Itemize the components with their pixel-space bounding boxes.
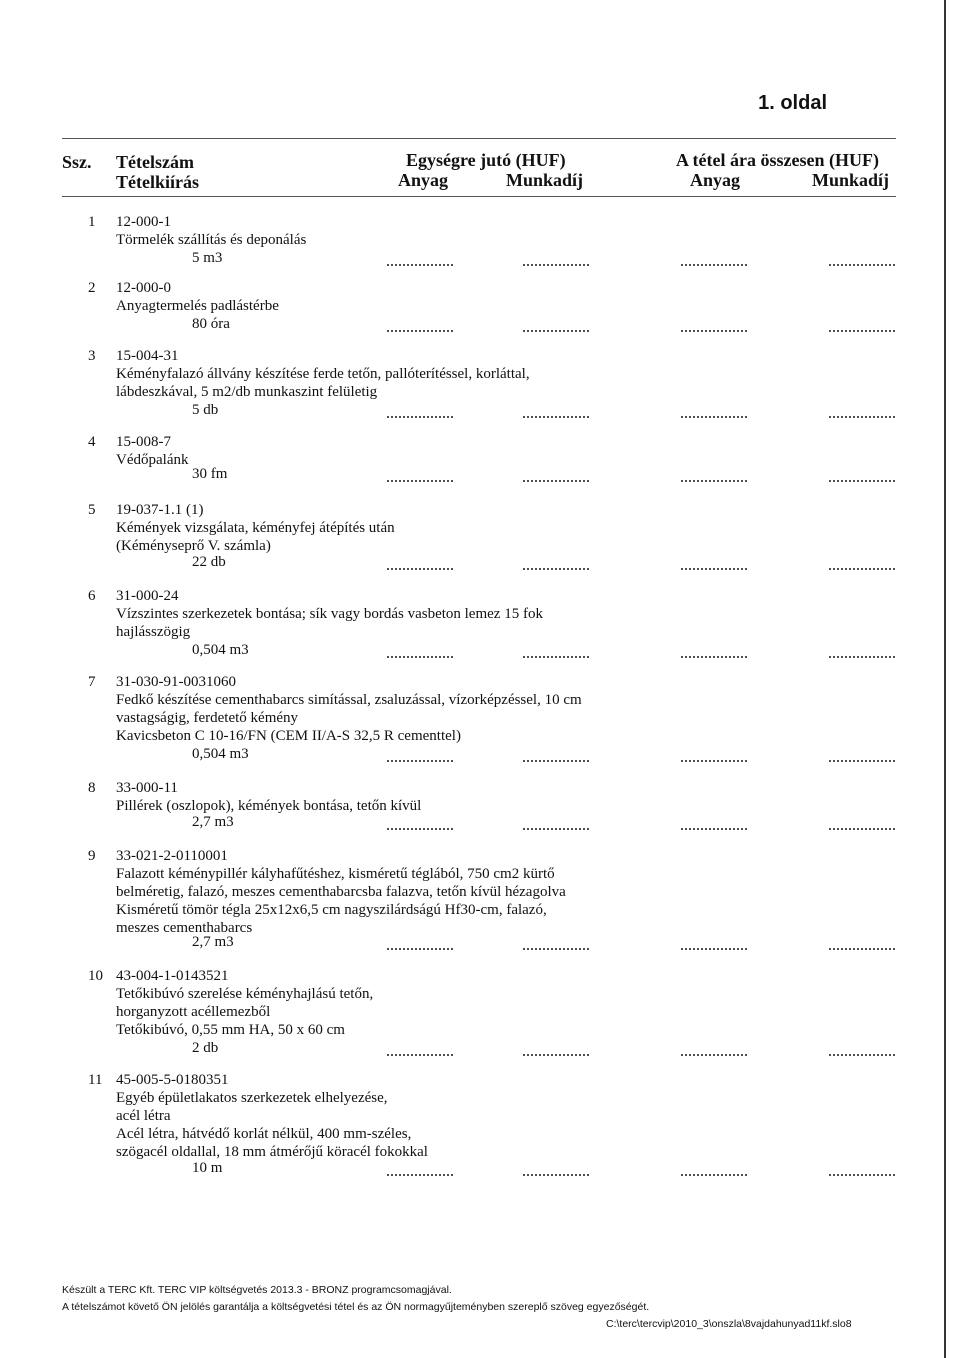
unit-munkadij-blank <box>522 264 590 266</box>
total-munkadij-blank <box>828 416 896 418</box>
item-quantity <box>192 933 234 951</box>
unit-munkadij-blank <box>522 656 590 658</box>
footer-credit: Készült a TERC Kft. TERC VIP költségvetés 2013.3 - BRONZ programcsomagjával. <box>62 1284 452 1296</box>
item-qty-unit: db <box>203 1040 219 1056</box>
unit-anyag-blank <box>386 1054 454 1056</box>
item-number: 9 <box>88 848 96 864</box>
total-munkadij-blank <box>828 948 896 950</box>
item-qty-value: 2,7 <box>192 934 211 950</box>
header-unit-munkadij: Munkadíj <box>506 170 584 190</box>
total-anyag-blank <box>680 1174 748 1176</box>
total-munkadij-blank <box>828 330 896 332</box>
header-tetelkiiras: Tételkiírás <box>116 172 199 192</box>
item-number: 11 <box>88 1072 103 1088</box>
item-qty-value: 2,7 <box>192 814 211 830</box>
total-anyag-blank <box>680 330 748 332</box>
item-quantity <box>192 641 249 659</box>
unit-anyag-blank <box>386 760 454 762</box>
unit-anyag-blank <box>386 480 454 482</box>
item-desc-line: Acél létra, hátvédő korlát nélkül, 400 mm-széles, <box>116 1126 412 1142</box>
item-desc-line: belméretig, falazó, meszes cementhabarcsba falazva, tetőn kívül hézagolva <box>116 884 566 900</box>
total-munkadij-blank <box>828 1054 896 1056</box>
item-qty-unit: m3 <box>229 642 249 658</box>
item-qty-value: 5 <box>192 402 200 418</box>
item-code: 33-000-11 <box>116 780 178 796</box>
unit-munkadij-blank <box>522 1174 590 1176</box>
header-tetelszam: Tételszám <box>116 152 194 172</box>
item-quantity <box>192 745 249 763</box>
item-desc-line: Kémények vizsgálata, kéményfej átépítés után <box>116 520 395 536</box>
total-munkadij-blank <box>828 760 896 762</box>
header-bottom-rule <box>62 196 896 197</box>
header-unit-price: Egységre jutó (HUF) <box>406 150 566 170</box>
item-number: 7 <box>88 674 96 690</box>
item-desc-line: horganyzott acéllemezből <box>116 1004 271 1020</box>
unit-munkadij-blank <box>522 1054 590 1056</box>
page-number: 1. oldal <box>758 92 827 114</box>
item-desc-line: Vízszintes szerkezetek bontása; sík vagy bordás vasbeton lemez 15 fok <box>116 606 543 622</box>
item-qty-unit: db <box>210 554 226 570</box>
item-desc-line: hajlásszögig <box>116 624 191 640</box>
item-qty-value: 2 <box>192 1040 200 1056</box>
item-qty-value: 0,504 <box>192 746 226 762</box>
item-code: 33-021-2-0110001 <box>116 848 228 864</box>
item-code: 15-008-7 <box>116 434 171 450</box>
total-munkadij-blank <box>828 1174 896 1176</box>
unit-anyag-blank <box>386 948 454 950</box>
unit-anyag-blank <box>386 656 454 658</box>
item-desc-line: Pillérek (oszlopok), kémények bontása, tetőn kívül <box>116 798 422 814</box>
item-qty-unit: m3 <box>229 746 249 762</box>
item-code: 45-005-5-0180351 <box>116 1072 229 1088</box>
item-code: 31-000-24 <box>116 588 179 604</box>
unit-anyag-blank <box>386 568 454 570</box>
item-quantity <box>192 315 230 333</box>
item-code: 12-000-1 <box>116 214 171 230</box>
item-code: 15-004-31 <box>116 348 179 364</box>
item-number: 1 <box>88 214 96 230</box>
item-desc-line: Falazott kéménypillér kályhafűtéshez, kisméretű téglából, 750 cm2 kürtő <box>116 866 555 882</box>
header-total-munkadij: Munkadíj <box>812 170 890 190</box>
item-number: 4 <box>88 434 96 450</box>
footer-file-path: C:\terc\tercvip\2010_3\onszla\8vajdahunyad11kf.slo8 <box>606 1318 852 1330</box>
item-desc-line: Tetőkibúvó, 0,55 mm HA, 50 x 60 cm <box>116 1022 345 1038</box>
total-anyag-blank <box>680 264 748 266</box>
unit-munkadij-blank <box>522 760 590 762</box>
item-desc-line: szögacél oldallal, 18 mm átmérőjű köracél fokokkal <box>116 1144 428 1160</box>
unit-munkadij-blank <box>522 568 590 570</box>
item-qty-unit: óra <box>210 316 230 332</box>
item-code: 12-000-0 <box>116 280 171 296</box>
unit-anyag-blank <box>386 264 454 266</box>
item-qty-unit: m3 <box>214 934 234 950</box>
item-code: 43-004-1-0143521 <box>116 968 229 984</box>
item-desc-line: Kisméretű tömör tégla 25x12x6,5 cm nagyszilárdságú Hf30-cm, falazó, <box>116 902 547 918</box>
item-qty-unit: m3 <box>203 250 223 266</box>
total-munkadij-blank <box>828 480 896 482</box>
total-anyag-blank <box>680 480 748 482</box>
item-desc-line: meszes cementhabarcs <box>116 920 253 936</box>
item-qty-value: 22 <box>192 554 207 570</box>
item-qty-unit: db <box>203 402 219 418</box>
item-quantity <box>192 553 226 571</box>
item-number: 6 <box>88 588 96 604</box>
total-anyag-blank <box>680 416 748 418</box>
item-qty-unit: m <box>210 1160 223 1176</box>
item-desc-line: Kavicsbeton C 10-16/FN (CEM II/A-S 32,5 R cementtel) <box>116 728 461 744</box>
item-qty-unit: fm <box>210 466 228 482</box>
item-number: 2 <box>88 280 96 296</box>
item-desc-line: lábdeszkával, 5 m2/db munkaszint felületig <box>116 384 378 400</box>
item-number: 10 <box>88 968 103 984</box>
item-qty-value: 5 <box>192 250 200 266</box>
total-anyag-blank <box>680 828 748 830</box>
total-anyag-blank <box>680 656 748 658</box>
unit-munkadij-blank <box>522 828 590 830</box>
item-quantity <box>192 401 218 419</box>
unit-anyag-blank <box>386 1174 454 1176</box>
item-desc-line: Védőpalánk <box>116 452 189 468</box>
item-desc-line: Egyéb épületlakatos szerkezetek elhelyezése, <box>116 1090 388 1106</box>
item-desc-line: Tetőkibúvó szerelése kéményhajlású tetőn, <box>116 986 374 1002</box>
unit-munkadij-blank <box>522 330 590 332</box>
item-quantity <box>192 1039 218 1057</box>
page-edge-line <box>944 0 946 1358</box>
total-anyag-blank <box>680 948 748 950</box>
item-desc-line: vastagságig, ferdetető kémény <box>116 710 299 726</box>
total-munkadij-blank <box>828 828 896 830</box>
item-number: 3 <box>88 348 96 364</box>
header-top-rule <box>62 138 896 139</box>
unit-anyag-blank <box>386 828 454 830</box>
item-desc-line: acél létra <box>116 1108 171 1124</box>
item-quantity <box>192 1159 222 1177</box>
item-desc-line: Törmelék szállítás és deponálás <box>116 232 307 248</box>
item-number: 5 <box>88 502 96 518</box>
item-desc-line: Anyagtermelés padlástérbe <box>116 298 279 314</box>
header-total-anyag: Anyag <box>690 170 741 190</box>
total-anyag-blank <box>680 568 748 570</box>
item-qty-value: 10 <box>192 1160 207 1176</box>
item-number: 8 <box>88 780 96 796</box>
item-qty-value: 0,504 <box>192 642 226 658</box>
header-unit-anyag: Anyag <box>398 170 449 190</box>
total-anyag-blank <box>680 760 748 762</box>
item-qty-value: 80 <box>192 316 207 332</box>
item-code: 19-037-1.1 (1) <box>116 502 204 518</box>
total-munkadij-blank <box>828 656 896 658</box>
item-desc-line: Kéményfalazó állvány készítése ferde tetőn, pallóterítéssel, korláttal, <box>116 366 530 382</box>
total-anyag-blank <box>680 1054 748 1056</box>
header-total-price: A tétel ára összesen (HUF) <box>676 150 879 170</box>
unit-anyag-blank <box>386 416 454 418</box>
unit-munkadij-blank <box>522 948 590 950</box>
item-quantity <box>192 813 234 831</box>
item-code: 31-030-91-0031060 <box>116 674 236 690</box>
footer-note: A tételszámot követő ÖN jelölés garantálja a költségvetési tétel és az ÖN normagyűjteményben szereplő szöveg egyezőségét. <box>62 1301 650 1313</box>
item-desc-line: (Kéményseprő V. számla) <box>116 538 271 554</box>
header-ssz: Ssz. <box>62 152 92 172</box>
total-munkadij-blank <box>828 568 896 570</box>
item-quantity <box>192 465 227 483</box>
item-qty-unit: m3 <box>214 814 234 830</box>
item-quantity <box>192 249 222 267</box>
total-munkadij-blank <box>828 264 896 266</box>
unit-munkadij-blank <box>522 480 590 482</box>
unit-anyag-blank <box>386 330 454 332</box>
item-qty-value: 30 <box>192 466 207 482</box>
unit-munkadij-blank <box>522 416 590 418</box>
item-desc-line: Fedkő készítése cementhabarcs simítással, zsaluzással, vízorképzéssel, 10 cm <box>116 692 582 708</box>
